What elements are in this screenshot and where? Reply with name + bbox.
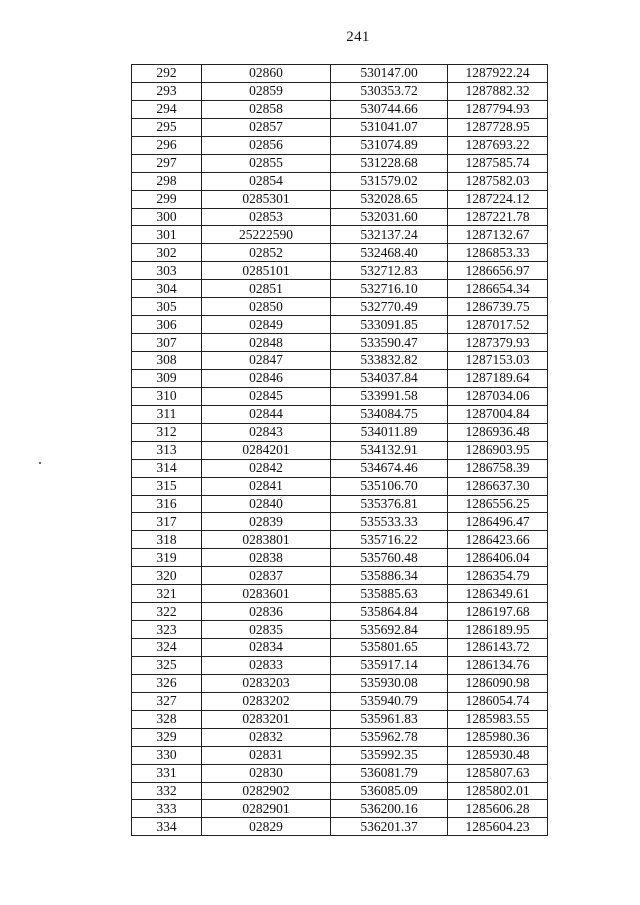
point-code-cell: 02842 — [202, 459, 331, 477]
point-number-cell: 311 — [132, 405, 202, 423]
table-row — [132, 298, 548, 316]
x-coordinate-cell: 535962.78 — [331, 728, 448, 746]
x-coordinate-cell: 531041.07 — [331, 118, 448, 136]
point-code-cell: 02854 — [202, 172, 331, 190]
y-coordinate-cell: 1287728.95 — [448, 118, 548, 136]
point-number-cell: 333 — [132, 800, 202, 818]
stray-dot-mark — [39, 462, 41, 464]
point-code-cell: 0283203 — [202, 674, 331, 692]
point-code-cell: 0282901 — [202, 800, 331, 818]
point-code-cell: 02835 — [202, 621, 331, 639]
x-coordinate-cell: 534084.75 — [331, 405, 448, 423]
table-row — [132, 369, 548, 387]
point-number-cell: 305 — [132, 298, 202, 316]
table-row — [132, 82, 548, 100]
point-code-cell: 02858 — [202, 100, 331, 118]
point-number-cell: 310 — [132, 387, 202, 405]
x-coordinate-cell: 532770.49 — [331, 298, 448, 316]
y-coordinate-cell: 1287004.84 — [448, 405, 548, 423]
point-code-cell: 02844 — [202, 405, 331, 423]
x-coordinate-cell: 532468.40 — [331, 244, 448, 262]
point-code-cell: 02829 — [202, 818, 331, 836]
point-number-cell: 317 — [132, 513, 202, 531]
x-coordinate-cell: 533091.85 — [331, 316, 448, 334]
table-row — [132, 136, 548, 154]
y-coordinate-cell: 1286197.68 — [448, 603, 548, 621]
x-coordinate-cell: 535692.84 — [331, 621, 448, 639]
x-coordinate-cell: 531579.02 — [331, 172, 448, 190]
y-coordinate-cell: 1287034.06 — [448, 387, 548, 405]
point-code-cell: 02832 — [202, 728, 331, 746]
point-code-cell: 0285301 — [202, 190, 331, 208]
point-code-cell: 02836 — [202, 603, 331, 621]
x-coordinate-cell: 536081.79 — [331, 764, 448, 782]
x-coordinate-cell: 535885.63 — [331, 585, 448, 603]
table-row — [132, 513, 548, 531]
table-row — [132, 65, 548, 83]
x-coordinate-cell: 534037.84 — [331, 369, 448, 387]
table-row — [132, 692, 548, 710]
coordinates-table-body — [132, 65, 548, 836]
x-coordinate-cell: 532712.83 — [331, 262, 448, 280]
point-number-cell: 304 — [132, 280, 202, 298]
x-coordinate-cell: 535992.35 — [331, 746, 448, 764]
y-coordinate-cell: 1286853.33 — [448, 244, 548, 262]
point-number-cell: 332 — [132, 782, 202, 800]
point-number-cell: 327 — [132, 692, 202, 710]
x-coordinate-cell: 535961.83 — [331, 710, 448, 728]
table-row — [132, 818, 548, 836]
x-coordinate-cell: 535917.14 — [331, 656, 448, 674]
y-coordinate-cell: 1287882.32 — [448, 82, 548, 100]
y-coordinate-cell: 1286349.61 — [448, 585, 548, 603]
y-coordinate-cell: 1285802.01 — [448, 782, 548, 800]
point-number-cell: 296 — [132, 136, 202, 154]
table-row — [132, 118, 548, 136]
point-number-cell: 297 — [132, 154, 202, 172]
point-number-cell: 319 — [132, 549, 202, 567]
point-number-cell: 298 — [132, 172, 202, 190]
point-code-cell: 0282902 — [202, 782, 331, 800]
point-number-cell: 321 — [132, 585, 202, 603]
table-row — [132, 172, 548, 190]
x-coordinate-cell: 530744.66 — [331, 100, 448, 118]
y-coordinate-cell: 1286054.74 — [448, 692, 548, 710]
point-code-cell: 02843 — [202, 423, 331, 441]
table-row — [132, 477, 548, 495]
table-row — [132, 334, 548, 352]
x-coordinate-cell: 535940.79 — [331, 692, 448, 710]
point-number-cell: 306 — [132, 316, 202, 334]
point-code-cell: 02860 — [202, 65, 331, 83]
page-number: 241 — [346, 29, 370, 45]
point-code-cell: 02847 — [202, 352, 331, 370]
x-coordinate-cell: 532028.65 — [331, 190, 448, 208]
table-row — [132, 639, 548, 657]
y-coordinate-cell: 1286556.25 — [448, 495, 548, 513]
point-number-cell: 303 — [132, 262, 202, 280]
point-code-cell: 02840 — [202, 495, 331, 513]
y-coordinate-cell: 1286903.95 — [448, 441, 548, 459]
table-row — [132, 800, 548, 818]
point-code-cell: 02856 — [202, 136, 331, 154]
point-number-cell: 334 — [132, 818, 202, 836]
point-code-cell: 02851 — [202, 280, 331, 298]
table-row — [132, 352, 548, 370]
table-row — [132, 441, 548, 459]
table-row — [132, 764, 548, 782]
point-code-cell: 02850 — [202, 298, 331, 316]
point-number-cell: 299 — [132, 190, 202, 208]
y-coordinate-cell: 1286758.39 — [448, 459, 548, 477]
y-coordinate-cell: 1287224.12 — [448, 190, 548, 208]
point-code-cell: 25222590 — [202, 226, 331, 244]
point-code-cell: 02852 — [202, 244, 331, 262]
table-row — [132, 782, 548, 800]
table-row — [132, 244, 548, 262]
point-code-cell: 02855 — [202, 154, 331, 172]
y-coordinate-cell: 1286143.72 — [448, 639, 548, 657]
y-coordinate-cell: 1286656.97 — [448, 262, 548, 280]
y-coordinate-cell: 1286496.47 — [448, 513, 548, 531]
point-code-cell: 02831 — [202, 746, 331, 764]
table-row — [132, 585, 548, 603]
x-coordinate-cell: 536200.16 — [331, 800, 448, 818]
x-coordinate-cell: 532031.60 — [331, 208, 448, 226]
x-coordinate-cell: 533991.58 — [331, 387, 448, 405]
y-coordinate-cell: 1287189.64 — [448, 369, 548, 387]
point-code-cell: 02837 — [202, 567, 331, 585]
point-number-cell: 292 — [132, 65, 202, 83]
point-number-cell: 318 — [132, 531, 202, 549]
x-coordinate-cell: 535864.84 — [331, 603, 448, 621]
y-coordinate-cell: 1286654.34 — [448, 280, 548, 298]
table-row — [132, 423, 548, 441]
point-number-cell: 316 — [132, 495, 202, 513]
point-number-cell: 295 — [132, 118, 202, 136]
table-row — [132, 280, 548, 298]
x-coordinate-cell: 531074.89 — [331, 136, 448, 154]
point-code-cell: 0285101 — [202, 262, 331, 280]
table-row — [132, 154, 548, 172]
point-number-cell: 330 — [132, 746, 202, 764]
x-coordinate-cell: 533832.82 — [331, 352, 448, 370]
table-row — [132, 405, 548, 423]
point-number-cell: 331 — [132, 764, 202, 782]
table-row — [132, 728, 548, 746]
x-coordinate-cell: 534011.89 — [331, 423, 448, 441]
point-number-cell: 315 — [132, 477, 202, 495]
table-row — [132, 100, 548, 118]
y-coordinate-cell: 1287221.78 — [448, 208, 548, 226]
y-coordinate-cell: 1286637.30 — [448, 477, 548, 495]
y-coordinate-cell: 1286354.79 — [448, 567, 548, 585]
point-number-cell: 313 — [132, 441, 202, 459]
point-code-cell: 0283201 — [202, 710, 331, 728]
point-number-cell: 312 — [132, 423, 202, 441]
point-code-cell: 02834 — [202, 639, 331, 657]
point-code-cell: 02859 — [202, 82, 331, 100]
table-row — [132, 746, 548, 764]
x-coordinate-cell: 535886.34 — [331, 567, 448, 585]
point-number-cell: 294 — [132, 100, 202, 118]
point-number-cell: 301 — [132, 226, 202, 244]
point-code-cell: 0283202 — [202, 692, 331, 710]
x-coordinate-cell: 534674.46 — [331, 459, 448, 477]
table-row — [132, 603, 548, 621]
y-coordinate-cell: 1286739.75 — [448, 298, 548, 316]
point-number-cell: 293 — [132, 82, 202, 100]
table-row — [132, 459, 548, 477]
y-coordinate-cell: 1285807.63 — [448, 764, 548, 782]
y-coordinate-cell: 1286423.66 — [448, 531, 548, 549]
point-number-cell: 322 — [132, 603, 202, 621]
point-code-cell: 02857 — [202, 118, 331, 136]
y-coordinate-cell: 1287693.22 — [448, 136, 548, 154]
point-code-cell: 02848 — [202, 334, 331, 352]
table-row — [132, 208, 548, 226]
y-coordinate-cell: 1285930.48 — [448, 746, 548, 764]
x-coordinate-cell: 535801.65 — [331, 639, 448, 657]
y-coordinate-cell: 1286406.04 — [448, 549, 548, 567]
table-row — [132, 656, 548, 674]
point-number-cell: 323 — [132, 621, 202, 639]
y-coordinate-cell: 1287132.67 — [448, 226, 548, 244]
y-coordinate-cell: 1285983.55 — [448, 710, 548, 728]
y-coordinate-cell: 1287922.24 — [448, 65, 548, 83]
table-row — [132, 674, 548, 692]
point-code-cell: 02833 — [202, 656, 331, 674]
point-code-cell: 02838 — [202, 549, 331, 567]
coordinates-table — [131, 64, 548, 836]
table-row — [132, 387, 548, 405]
x-coordinate-cell: 532716.10 — [331, 280, 448, 298]
table-row — [132, 226, 548, 244]
x-coordinate-cell: 535716.22 — [331, 531, 448, 549]
point-number-cell: 309 — [132, 369, 202, 387]
y-coordinate-cell: 1285980.36 — [448, 728, 548, 746]
point-code-cell: 02849 — [202, 316, 331, 334]
x-coordinate-cell: 535930.08 — [331, 674, 448, 692]
point-number-cell: 326 — [132, 674, 202, 692]
table-row — [132, 531, 548, 549]
point-code-cell: 0284201 — [202, 441, 331, 459]
x-coordinate-cell: 532137.24 — [331, 226, 448, 244]
y-coordinate-cell: 1285604.23 — [448, 818, 548, 836]
y-coordinate-cell: 1285606.28 — [448, 800, 548, 818]
point-number-cell: 307 — [132, 334, 202, 352]
point-number-cell: 328 — [132, 710, 202, 728]
y-coordinate-cell: 1286936.48 — [448, 423, 548, 441]
y-coordinate-cell: 1287153.03 — [448, 352, 548, 370]
x-coordinate-cell: 535533.33 — [331, 513, 448, 531]
point-number-cell: 302 — [132, 244, 202, 262]
table-row — [132, 190, 548, 208]
y-coordinate-cell: 1287017.52 — [448, 316, 548, 334]
table-row — [132, 262, 548, 280]
x-coordinate-cell: 531228.68 — [331, 154, 448, 172]
x-coordinate-cell: 533590.47 — [331, 334, 448, 352]
point-code-cell: 02846 — [202, 369, 331, 387]
x-coordinate-cell: 535376.81 — [331, 495, 448, 513]
table-row — [132, 710, 548, 728]
point-code-cell: 02845 — [202, 387, 331, 405]
table-row — [132, 621, 548, 639]
point-code-cell: 0283801 — [202, 531, 331, 549]
point-number-cell: 308 — [132, 352, 202, 370]
x-coordinate-cell: 530353.72 — [331, 82, 448, 100]
y-coordinate-cell: 1286134.76 — [448, 656, 548, 674]
table-row — [132, 495, 548, 513]
table-row — [132, 549, 548, 567]
point-code-cell: 02839 — [202, 513, 331, 531]
point-number-cell: 324 — [132, 639, 202, 657]
x-coordinate-cell: 530147.00 — [331, 65, 448, 83]
x-coordinate-cell: 535760.48 — [331, 549, 448, 567]
point-number-cell: 325 — [132, 656, 202, 674]
table-row — [132, 316, 548, 334]
point-number-cell: 300 — [132, 208, 202, 226]
point-number-cell: 329 — [132, 728, 202, 746]
point-number-cell: 314 — [132, 459, 202, 477]
y-coordinate-cell: 1287379.93 — [448, 334, 548, 352]
point-code-cell: 02841 — [202, 477, 331, 495]
point-code-cell: 02830 — [202, 764, 331, 782]
point-number-cell: 320 — [132, 567, 202, 585]
y-coordinate-cell: 1286090.98 — [448, 674, 548, 692]
y-coordinate-cell: 1287794.93 — [448, 100, 548, 118]
point-code-cell: 02853 — [202, 208, 331, 226]
x-coordinate-cell: 534132.91 — [331, 441, 448, 459]
table-row — [132, 567, 548, 585]
y-coordinate-cell: 1287582.03 — [448, 172, 548, 190]
point-code-cell: 0283601 — [202, 585, 331, 603]
x-coordinate-cell: 536085.09 — [331, 782, 448, 800]
x-coordinate-cell: 535106.70 — [331, 477, 448, 495]
y-coordinate-cell: 1287585.74 — [448, 154, 548, 172]
y-coordinate-cell: 1286189.95 — [448, 621, 548, 639]
x-coordinate-cell: 536201.37 — [331, 818, 448, 836]
